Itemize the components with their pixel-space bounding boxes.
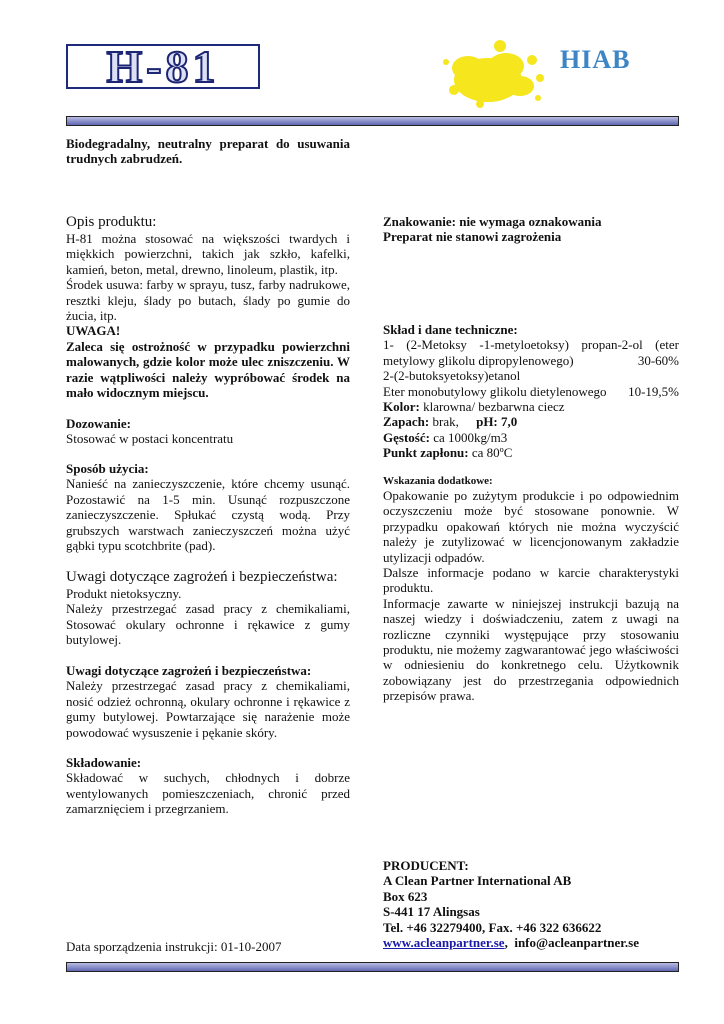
email-text[interactable]: info@acleanpartner.se [514, 935, 639, 951]
kolor-value: klarowna/ bezbarwna ciecz [423, 399, 565, 415]
punkt-row [383, 445, 679, 460]
sklad-c1-name: 1- (2-Metoksy -1-metyloetoksy) propan-2-ol (eter metylowy glikolu dipropylenowego) [383, 337, 679, 368]
gestosc-value: ca 1000kg/m3 [433, 429, 508, 445]
producent-heading: PRODUCENT: [383, 858, 469, 873]
kolor-row [383, 399, 679, 414]
sklad-c3 [383, 384, 679, 399]
dozowanie-text: Stosować w postaci koncentratu [66, 431, 234, 447]
opis-section [66, 214, 350, 400]
splash-logo-icon [440, 38, 556, 110]
opis-heading: Opis produktu: [66, 214, 157, 230]
skladowanie-section [66, 755, 350, 817]
producent-section [383, 858, 679, 950]
date-line: Data sporządzenia instrukcji: 01-10-2007 [66, 939, 282, 954]
opis-p1: H-81 można stosować na większości twardych i miękkich powierzchni, takich jak szkło, kafelki, kamień, beton, metal, drewno, linoleum, plastik, itp. [66, 231, 350, 277]
uwaga-label: UWAGA! [66, 323, 121, 339]
skladowanie-text: Składować w suchych, chłodnych i dobrze wentylowanych pomieszczeniach, chronić przed zamarznięciem i przegrzaniem. [66, 770, 350, 817]
producent-tel: Tel. +46 32279400, Fax. +46 322 636622 [383, 919, 602, 935]
gestosc-label: Gęstość: [383, 429, 430, 445]
punkt-label: Punkt zapłonu: [383, 445, 469, 461]
producent-box: Box 623 [383, 888, 428, 904]
uwagi2-text: Należy przestrzegać zasad pracy z chemikaliami, nosić odzież ochronną, okulary ochronne i rękawice z gumy butylowej. Powtarzające się narażenie może powodować wysuszenie i pękanie skóry. [66, 678, 350, 740]
sklad-c1-pct: 30-60% [637, 352, 679, 368]
znakowanie-l1: Znakowanie: nie wymaga oznakowania [383, 214, 602, 229]
intro-text: Biodegradalny, neutralny preparat do usuwania trudnych zabrudzeń. [66, 136, 350, 167]
uwagi1-heading: Uwagi dotyczące zagrożeń i bezpieczeństwa: [66, 569, 338, 585]
wskazania-p3: Informacje zawarte w niniejszej instrukcji bazują na naszej wiedzy i doświadczeniu, zatem z uwagi na rozliczne czynniki występujące przy stosowaniu produktu, nie możemy zagwarantować jego właściwości w odniesieniu do konkretnego celu. Użytkownik zobowiązany jest do przestrzegania odpowiednich przepisów prawa. [383, 595, 679, 704]
skladowanie-heading: Składowanie: [66, 755, 142, 770]
sklad-heading: Skład i dane techniczne: [383, 322, 518, 337]
znakowanie-l2: Preparat nie stanowi zagrożenia [383, 229, 562, 245]
producent-city: S-441 17 Alingsas [383, 904, 480, 920]
sklad-section [383, 322, 679, 461]
uwagi1-section [66, 569, 350, 648]
uwagi2-section [66, 663, 350, 740]
footer-divider [66, 962, 679, 972]
kolor-label: Kolor: [383, 399, 420, 415]
wskazania-p1: Opakowanie po zużytym produkcie i po odpowiednim oczyszczeniu może być stosowane ponownie. W przypadku opakowań których nie można wyczyścić należy je zutylizować w licencjonowanym zakładzie utylizacji odpadów. [383, 488, 679, 565]
wskazania-section [383, 474, 679, 704]
contact-separator: , [504, 935, 508, 951]
uwagi1-l2: Należy przestrzegać zasad pracy z chemikaliami, Stosować okulary ochronne i rękawice z gumy butylowej. [66, 601, 350, 648]
znakowanie-section [383, 214, 679, 245]
dozowanie-section [66, 416, 350, 447]
sposob-text: Nanieść na zanieczyszczenie, które chcemy usunąć. Pozostawić na 1-5 min. Usunąć rozpuszczone zanieczyszczenie. Spłukać czystą wodą. Przy grubszych warstwach zanieczyszczeń można użyć gąbki typu scotchbrite (pad). [66, 476, 350, 554]
uwagi1-l1: Produkt nietoksyczny. [66, 586, 182, 601]
wskazania-p2: Dalsze informacje podano w karcie charakterystyki produktu. [383, 565, 679, 596]
producent-company: A Clean Partner International AB [383, 873, 572, 889]
brand-logo: HIAB [560, 45, 631, 74]
zapach-row [383, 414, 679, 429]
zapach-value: brak, [432, 414, 459, 430]
gestosc-row [383, 430, 679, 445]
punkt-value: ca 80ºC [471, 445, 513, 461]
dozowanie-heading: Dozowanie: [66, 416, 131, 431]
product-title-box [66, 40, 260, 92]
ph-label: pH: 7,0 [476, 414, 518, 430]
uwaga-text: Zaleca się ostrożność w przypadku powierzchni malowanych, gdzie kolor może ulec zniszczeniu. W razie wątpliwości należy wypróbować środek na mało widocznym miejscu. [66, 338, 350, 401]
product-code: H-81 [106, 40, 220, 92]
sklad-c1 [383, 337, 679, 368]
sklad-c2: 2-(2-butoksyetoksy)etanol [383, 368, 521, 384]
header-divider [66, 116, 679, 126]
sklad-c3-pct: 10-19,5% [628, 383, 679, 399]
producent-contact [383, 935, 679, 950]
sposob-section [66, 461, 350, 553]
opis-p2: Środek usuwa: farby w sprayu, tusz, farby nadrukowe, resztki kleju, ślady po butach, ślady po gumie do żucia, itp. [66, 277, 350, 324]
wskazania-heading: Wskazania dodatkowe: [383, 475, 493, 487]
sklad-c3-name: Eter monobutylowy glikolu dietylenowego [383, 383, 607, 399]
sposob-heading: Sposób użycia: [66, 461, 149, 476]
zapach-label: Zapach: [383, 414, 430, 430]
uwagi2-heading: Uwagi dotyczące zagrożeń i bezpieczeństwa: [66, 663, 312, 678]
website-link[interactable]: www.acleanpartner.se [383, 935, 505, 951]
